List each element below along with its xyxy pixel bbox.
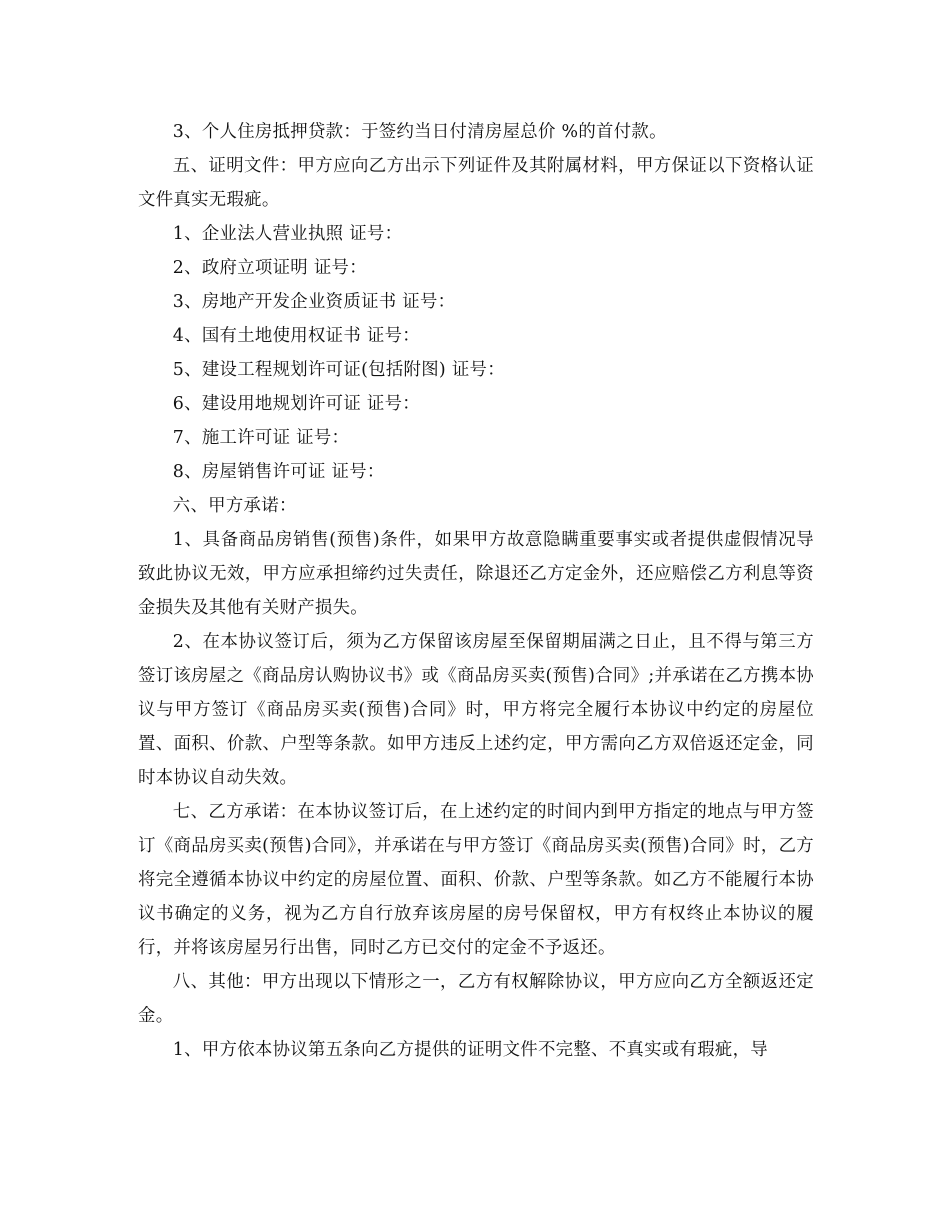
list-item-sales-permit: 8、房屋销售许可证 证号： [172, 462, 385, 482]
paragraph-section-7-party-b-commitments: 七、乙方承诺：在本协议签订后，在上述约定的时间内到甲方指定的地点与甲方签订《商品房买卖(预售)合同》，并承诺在与甲方签订《商品房买卖(预售)合同》时，乙方将完全遵循本协议中约定的房屋位置、面积、价款、户型等条款。如乙方不能履行本协议书确定的义务，视为乙方自行放弃该房屋的房号保留权，甲方有权终止本协议的履行，并将该房屋另行出售，同时乙方已交付的定金不予返还。 [138, 802, 814, 958]
list-item-business-license: 1、企业法人营业执照 证号： [172, 224, 403, 244]
paragraph-other-item-1: 1、甲方依本协议第五条向乙方提供的证明文件不完整、不真实或有瑕疵，导 [172, 1040, 768, 1060]
paragraph-section-5-documents: 五、证明文件：甲方应向乙方出示下列证件及其附属材料，甲方保证以下资格认证文件真实无瑕疵。 [138, 156, 814, 210]
list-item-land-use-certificate: 4、国有土地使用权证书 证号： [172, 326, 420, 346]
paragraph-down-payment: 3、个人住房抵押贷款：于签约当日付清房屋总价 %的首付款。 [172, 122, 667, 142]
list-item-project-approval: 2、政府立项证明 证号： [172, 258, 367, 278]
section-heading-party-a-commitments: 六、甲方承诺： [172, 496, 297, 516]
list-item-developer-qualification: 3、房地产开发企业资质证书 证号： [172, 292, 456, 312]
paragraph-party-a-commitment-2: 2、在本协议签订后，须为乙方保留该房屋至保留期届满之日止，且不得与第三方签订该房屋之《商品房认购协议书》或《商品房买卖(预售)合同》;并承诺在乙方携本协议与甲方签订《商品房买卖(预售)合同》时，甲方将完全履行本协议中约定的房屋位置、面积、价款、户型等条款。如甲方违反上述约定，甲方需向乙方双倍返还定金，同时本协议自动失效。 [138, 632, 814, 788]
paragraph-party-a-commitment-1: 1、具备商品房销售(预售)条件，如果甲方故意隐瞒重要事实或者提供虚假情况导致此协议无效，甲方应承担缔约过失责任，除退还乙方定金外，还应赔偿乙方利息等资金损失及其他有关财产损失。 [138, 530, 814, 618]
document-page [138, 115, 814, 1067]
list-item-construction-planning-permit: 5、建设工程规划许可证(包括附图) 证号： [172, 360, 505, 380]
list-item-land-planning-permit: 6、建设用地规划许可证 证号： [172, 394, 420, 414]
paragraph-section-8-other: 八、其他：甲方出现以下情形之一，乙方有权解除协议，甲方应向乙方全额返还定金。 [138, 972, 814, 1026]
list-item-construction-permit: 7、施工许可证 证号： [172, 428, 350, 448]
